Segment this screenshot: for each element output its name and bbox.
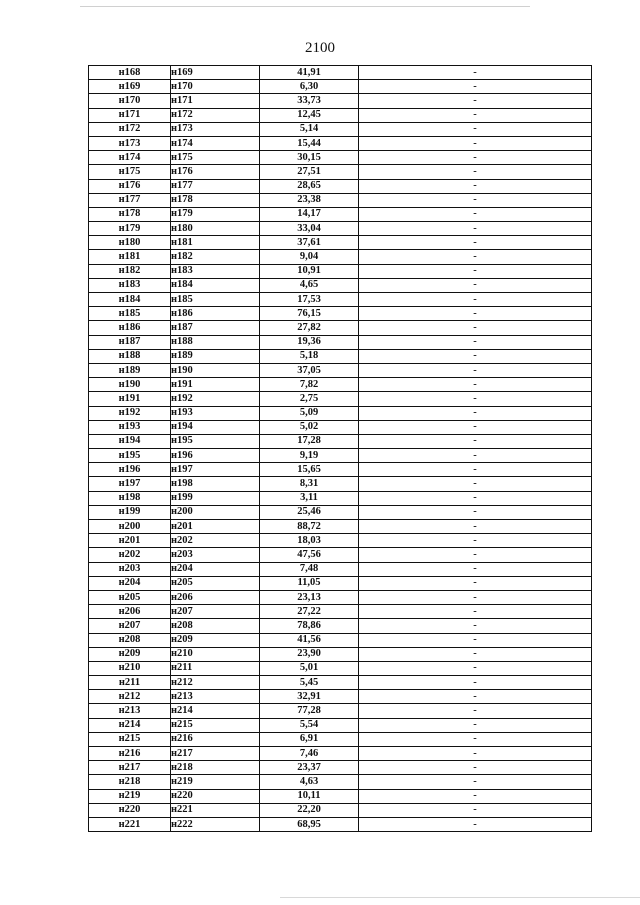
cell-distance: 19,36 bbox=[260, 335, 359, 349]
cell-distance: 23,90 bbox=[260, 647, 359, 661]
cell-from-point: н189 bbox=[89, 363, 171, 377]
cell-to-point: н220 bbox=[171, 789, 260, 803]
table-row bbox=[89, 817, 592, 831]
cell-from-point: н195 bbox=[89, 449, 171, 463]
cell-to-point: н184 bbox=[171, 278, 260, 292]
table-row bbox=[89, 562, 592, 576]
cell-to-point: н176 bbox=[171, 165, 260, 179]
cell-from-point: н219 bbox=[89, 789, 171, 803]
cell-to-point: н218 bbox=[171, 761, 260, 775]
cell-to-point: н187 bbox=[171, 321, 260, 335]
cell-distance: 33,73 bbox=[260, 94, 359, 108]
table-row bbox=[89, 122, 592, 136]
cell-note: - bbox=[359, 420, 592, 434]
cell-to-point: н202 bbox=[171, 534, 260, 548]
cell-note: - bbox=[359, 335, 592, 349]
table-row bbox=[89, 491, 592, 505]
cell-distance: 5,54 bbox=[260, 718, 359, 732]
cell-note: - bbox=[359, 732, 592, 746]
cell-from-point: н186 bbox=[89, 321, 171, 335]
cell-to-point: н214 bbox=[171, 704, 260, 718]
cell-to-point: н219 bbox=[171, 775, 260, 789]
cell-note: - bbox=[359, 520, 592, 534]
cell-note: - bbox=[359, 307, 592, 321]
cell-distance: 9,19 bbox=[260, 449, 359, 463]
cell-distance: 41,56 bbox=[260, 633, 359, 647]
cell-note: - bbox=[359, 193, 592, 207]
cell-from-point: н220 bbox=[89, 803, 171, 817]
cell-distance: 23,37 bbox=[260, 761, 359, 775]
cell-distance: 4,65 bbox=[260, 278, 359, 292]
table-row bbox=[89, 392, 592, 406]
cell-from-point: н177 bbox=[89, 193, 171, 207]
cell-from-point: н194 bbox=[89, 434, 171, 448]
cell-note: - bbox=[359, 80, 592, 94]
cell-note: - bbox=[359, 676, 592, 690]
table-row bbox=[89, 718, 592, 732]
cell-distance: 76,15 bbox=[260, 307, 359, 321]
cell-from-point: н193 bbox=[89, 420, 171, 434]
cell-note: - bbox=[359, 562, 592, 576]
cell-note: - bbox=[359, 207, 592, 221]
cell-distance: 30,15 bbox=[260, 151, 359, 165]
cell-distance: 5,01 bbox=[260, 661, 359, 675]
table-row bbox=[89, 676, 592, 690]
cell-to-point: н194 bbox=[171, 420, 260, 434]
table-row bbox=[89, 66, 592, 80]
cell-distance: 6,30 bbox=[260, 80, 359, 94]
table-row bbox=[89, 222, 592, 236]
cell-from-point: н175 bbox=[89, 165, 171, 179]
cell-from-point: н182 bbox=[89, 264, 171, 278]
table-row bbox=[89, 321, 592, 335]
scan-edge-bottom bbox=[280, 897, 640, 898]
cell-to-point: н210 bbox=[171, 647, 260, 661]
cell-distance: 15,44 bbox=[260, 136, 359, 150]
cell-from-point: н197 bbox=[89, 477, 171, 491]
cell-to-point: н212 bbox=[171, 676, 260, 690]
cell-to-point: н199 bbox=[171, 491, 260, 505]
cell-from-point: н217 bbox=[89, 761, 171, 775]
cell-distance: 10,91 bbox=[260, 264, 359, 278]
table-row bbox=[89, 406, 592, 420]
cell-distance: 7,48 bbox=[260, 562, 359, 576]
cell-note: - bbox=[359, 94, 592, 108]
cell-from-point: н181 bbox=[89, 250, 171, 264]
cell-from-point: н171 bbox=[89, 108, 171, 122]
cell-distance: 5,02 bbox=[260, 420, 359, 434]
cell-from-point: н191 bbox=[89, 392, 171, 406]
cell-to-point: н171 bbox=[171, 94, 260, 108]
table-row bbox=[89, 108, 592, 122]
cell-distance: 17,53 bbox=[260, 293, 359, 307]
table-row bbox=[89, 151, 592, 165]
cell-distance: 23,13 bbox=[260, 590, 359, 604]
table-row bbox=[89, 420, 592, 434]
cell-note: - bbox=[359, 548, 592, 562]
table-row bbox=[89, 520, 592, 534]
cell-note: - bbox=[359, 264, 592, 278]
cell-distance: 7,82 bbox=[260, 378, 359, 392]
cell-to-point: н175 bbox=[171, 151, 260, 165]
cell-to-point: н181 bbox=[171, 236, 260, 250]
table-row bbox=[89, 307, 592, 321]
cell-to-point: н196 bbox=[171, 449, 260, 463]
cell-note: - bbox=[359, 576, 592, 590]
cell-note: - bbox=[359, 449, 592, 463]
cell-from-point: н208 bbox=[89, 633, 171, 647]
cell-to-point: н173 bbox=[171, 122, 260, 136]
cell-note: - bbox=[359, 349, 592, 363]
cell-note: - bbox=[359, 293, 592, 307]
table-row bbox=[89, 193, 592, 207]
table-row bbox=[89, 335, 592, 349]
cell-distance: 23,38 bbox=[260, 193, 359, 207]
cell-note: - bbox=[359, 747, 592, 761]
cell-distance: 37,61 bbox=[260, 236, 359, 250]
table-row bbox=[89, 278, 592, 292]
cell-distance: 33,04 bbox=[260, 222, 359, 236]
cell-from-point: н178 bbox=[89, 207, 171, 221]
table-row bbox=[89, 619, 592, 633]
table-row bbox=[89, 463, 592, 477]
table-row bbox=[89, 136, 592, 150]
cell-to-point: н186 bbox=[171, 307, 260, 321]
cell-distance: 7,46 bbox=[260, 747, 359, 761]
table-row bbox=[89, 789, 592, 803]
cell-distance: 17,28 bbox=[260, 434, 359, 448]
cell-from-point: н211 bbox=[89, 676, 171, 690]
cell-from-point: н207 bbox=[89, 619, 171, 633]
table-row bbox=[89, 94, 592, 108]
cell-note: - bbox=[359, 633, 592, 647]
cell-to-point: н190 bbox=[171, 363, 260, 377]
cell-distance: 27,22 bbox=[260, 605, 359, 619]
scan-edge-top bbox=[80, 6, 530, 7]
cell-from-point: н168 bbox=[89, 66, 171, 80]
cell-to-point: н201 bbox=[171, 520, 260, 534]
cell-distance: 47,56 bbox=[260, 548, 359, 562]
cell-note: - bbox=[359, 151, 592, 165]
cell-from-point: н173 bbox=[89, 136, 171, 150]
cell-to-point: н170 bbox=[171, 80, 260, 94]
cell-to-point: н200 bbox=[171, 505, 260, 519]
cell-note: - bbox=[359, 321, 592, 335]
table-row bbox=[89, 633, 592, 647]
table-row bbox=[89, 434, 592, 448]
table-row bbox=[89, 264, 592, 278]
table-row bbox=[89, 534, 592, 548]
cell-note: - bbox=[359, 434, 592, 448]
cell-from-point: н170 bbox=[89, 94, 171, 108]
cell-to-point: н206 bbox=[171, 590, 260, 604]
cell-note: - bbox=[359, 463, 592, 477]
cell-distance: 5,45 bbox=[260, 676, 359, 690]
cell-distance: 18,03 bbox=[260, 534, 359, 548]
cell-distance: 37,05 bbox=[260, 363, 359, 377]
cell-to-point: н217 bbox=[171, 747, 260, 761]
cell-distance: 11,05 bbox=[260, 576, 359, 590]
cell-distance: 6,91 bbox=[260, 732, 359, 746]
cell-from-point: н206 bbox=[89, 605, 171, 619]
cell-from-point: н172 bbox=[89, 122, 171, 136]
cell-to-point: н204 bbox=[171, 562, 260, 576]
table-row bbox=[89, 293, 592, 307]
cell-note: - bbox=[359, 236, 592, 250]
cell-note: - bbox=[359, 534, 592, 548]
cell-note: - bbox=[359, 590, 592, 604]
table-row bbox=[89, 704, 592, 718]
cell-to-point: н191 bbox=[171, 378, 260, 392]
cell-distance: 28,65 bbox=[260, 179, 359, 193]
cell-to-point: н182 bbox=[171, 250, 260, 264]
cell-distance: 68,95 bbox=[260, 817, 359, 831]
cell-distance: 9,04 bbox=[260, 250, 359, 264]
cell-note: - bbox=[359, 378, 592, 392]
cell-to-point: н211 bbox=[171, 661, 260, 675]
table-row bbox=[89, 449, 592, 463]
cell-from-point: н196 bbox=[89, 463, 171, 477]
cell-note: - bbox=[359, 250, 592, 264]
cell-from-point: н188 bbox=[89, 349, 171, 363]
cell-from-point: н221 bbox=[89, 817, 171, 831]
table-row bbox=[89, 576, 592, 590]
cell-note: - bbox=[359, 136, 592, 150]
cell-note: - bbox=[359, 108, 592, 122]
cell-note: - bbox=[359, 491, 592, 505]
cell-note: - bbox=[359, 406, 592, 420]
cell-to-point: н189 bbox=[171, 349, 260, 363]
cell-distance: 88,72 bbox=[260, 520, 359, 534]
table-row bbox=[89, 477, 592, 491]
cell-to-point: н208 bbox=[171, 619, 260, 633]
cell-from-point: н203 bbox=[89, 562, 171, 576]
table-row bbox=[89, 590, 592, 604]
cell-note: - bbox=[359, 690, 592, 704]
table-row bbox=[89, 207, 592, 221]
cell-note: - bbox=[359, 661, 592, 675]
cell-to-point: н169 bbox=[171, 66, 260, 80]
cell-distance: 4,63 bbox=[260, 775, 359, 789]
table-body bbox=[89, 66, 592, 832]
cell-distance: 5,18 bbox=[260, 349, 359, 363]
cell-from-point: н174 bbox=[89, 151, 171, 165]
cell-to-point: н195 bbox=[171, 434, 260, 448]
table-row bbox=[89, 775, 592, 789]
cell-to-point: н178 bbox=[171, 193, 260, 207]
cell-distance: 8,31 bbox=[260, 477, 359, 491]
cell-to-point: н216 bbox=[171, 732, 260, 746]
cell-from-point: н205 bbox=[89, 590, 171, 604]
cell-to-point: н209 bbox=[171, 633, 260, 647]
cell-note: - bbox=[359, 222, 592, 236]
cell-from-point: н204 bbox=[89, 576, 171, 590]
table-row bbox=[89, 179, 592, 193]
cell-to-point: н177 bbox=[171, 179, 260, 193]
cell-note: - bbox=[359, 775, 592, 789]
cell-to-point: н215 bbox=[171, 718, 260, 732]
table-row bbox=[89, 250, 592, 264]
cell-from-point: н212 bbox=[89, 690, 171, 704]
cell-from-point: н210 bbox=[89, 661, 171, 675]
cell-distance: 5,09 bbox=[260, 406, 359, 420]
cell-distance: 15,65 bbox=[260, 463, 359, 477]
cell-to-point: н193 bbox=[171, 406, 260, 420]
cell-distance: 77,28 bbox=[260, 704, 359, 718]
cell-from-point: н218 bbox=[89, 775, 171, 789]
cell-from-point: н184 bbox=[89, 293, 171, 307]
cell-to-point: н172 bbox=[171, 108, 260, 122]
table-row bbox=[89, 803, 592, 817]
table-row bbox=[89, 363, 592, 377]
cell-note: - bbox=[359, 817, 592, 831]
cell-to-point: н179 bbox=[171, 207, 260, 221]
cell-note: - bbox=[359, 619, 592, 633]
table-row bbox=[89, 378, 592, 392]
table-row bbox=[89, 505, 592, 519]
cell-from-point: н183 bbox=[89, 278, 171, 292]
cell-to-point: н183 bbox=[171, 264, 260, 278]
cell-distance: 78,86 bbox=[260, 619, 359, 633]
cell-note: - bbox=[359, 278, 592, 292]
cell-from-point: н187 bbox=[89, 335, 171, 349]
cell-note: - bbox=[359, 179, 592, 193]
cell-from-point: н198 bbox=[89, 491, 171, 505]
cell-to-point: н188 bbox=[171, 335, 260, 349]
table-row bbox=[89, 165, 592, 179]
cell-from-point: н199 bbox=[89, 505, 171, 519]
cell-distance: 3,11 bbox=[260, 491, 359, 505]
cell-note: - bbox=[359, 66, 592, 80]
cell-distance: 22,20 bbox=[260, 803, 359, 817]
cell-from-point: н176 bbox=[89, 179, 171, 193]
table-row bbox=[89, 605, 592, 619]
cell-to-point: н180 bbox=[171, 222, 260, 236]
cell-note: - bbox=[359, 605, 592, 619]
cell-from-point: н202 bbox=[89, 548, 171, 562]
cell-to-point: н185 bbox=[171, 293, 260, 307]
cell-distance: 5,14 bbox=[260, 122, 359, 136]
cell-distance: 25,46 bbox=[260, 505, 359, 519]
cell-from-point: н180 bbox=[89, 236, 171, 250]
cell-from-point: н179 bbox=[89, 222, 171, 236]
cell-distance: 12,45 bbox=[260, 108, 359, 122]
cell-to-point: н222 bbox=[171, 817, 260, 831]
cell-distance: 32,91 bbox=[260, 690, 359, 704]
cell-to-point: н221 bbox=[171, 803, 260, 817]
cell-from-point: н185 bbox=[89, 307, 171, 321]
cell-note: - bbox=[359, 789, 592, 803]
cell-note: - bbox=[359, 761, 592, 775]
cell-from-point: н213 bbox=[89, 704, 171, 718]
cell-to-point: н205 bbox=[171, 576, 260, 590]
cell-note: - bbox=[359, 505, 592, 519]
cell-from-point: н192 bbox=[89, 406, 171, 420]
table-row bbox=[89, 80, 592, 94]
cell-from-point: н209 bbox=[89, 647, 171, 661]
cell-note: - bbox=[359, 704, 592, 718]
boundary-points-table bbox=[88, 65, 592, 832]
cell-to-point: н213 bbox=[171, 690, 260, 704]
cell-note: - bbox=[359, 803, 592, 817]
cell-from-point: н214 bbox=[89, 718, 171, 732]
cell-distance: 27,82 bbox=[260, 321, 359, 335]
cell-from-point: н201 bbox=[89, 534, 171, 548]
cell-to-point: н198 bbox=[171, 477, 260, 491]
cell-distance: 10,11 bbox=[260, 789, 359, 803]
cell-note: - bbox=[359, 165, 592, 179]
cell-from-point: н216 bbox=[89, 747, 171, 761]
cell-note: - bbox=[359, 718, 592, 732]
table-row bbox=[89, 349, 592, 363]
cell-from-point: н169 bbox=[89, 80, 171, 94]
table-row bbox=[89, 732, 592, 746]
page-number: 2100 bbox=[305, 40, 335, 56]
table-row bbox=[89, 761, 592, 775]
cell-note: - bbox=[359, 122, 592, 136]
cell-from-point: н190 bbox=[89, 378, 171, 392]
table-row bbox=[89, 548, 592, 562]
cell-distance: 41,91 bbox=[260, 66, 359, 80]
table-row bbox=[89, 236, 592, 250]
cell-to-point: н203 bbox=[171, 548, 260, 562]
cell-note: - bbox=[359, 477, 592, 491]
cell-note: - bbox=[359, 647, 592, 661]
cell-note: - bbox=[359, 392, 592, 406]
cell-distance: 2,75 bbox=[260, 392, 359, 406]
cell-from-point: н200 bbox=[89, 520, 171, 534]
table-row bbox=[89, 747, 592, 761]
cell-distance: 14,17 bbox=[260, 207, 359, 221]
table-row bbox=[89, 647, 592, 661]
cell-note: - bbox=[359, 363, 592, 377]
cell-to-point: н197 bbox=[171, 463, 260, 477]
table-row bbox=[89, 661, 592, 675]
cell-distance: 27,51 bbox=[260, 165, 359, 179]
table-row bbox=[89, 690, 592, 704]
cell-to-point: н192 bbox=[171, 392, 260, 406]
cell-to-point: н174 bbox=[171, 136, 260, 150]
cell-to-point: н207 bbox=[171, 605, 260, 619]
cell-from-point: н215 bbox=[89, 732, 171, 746]
